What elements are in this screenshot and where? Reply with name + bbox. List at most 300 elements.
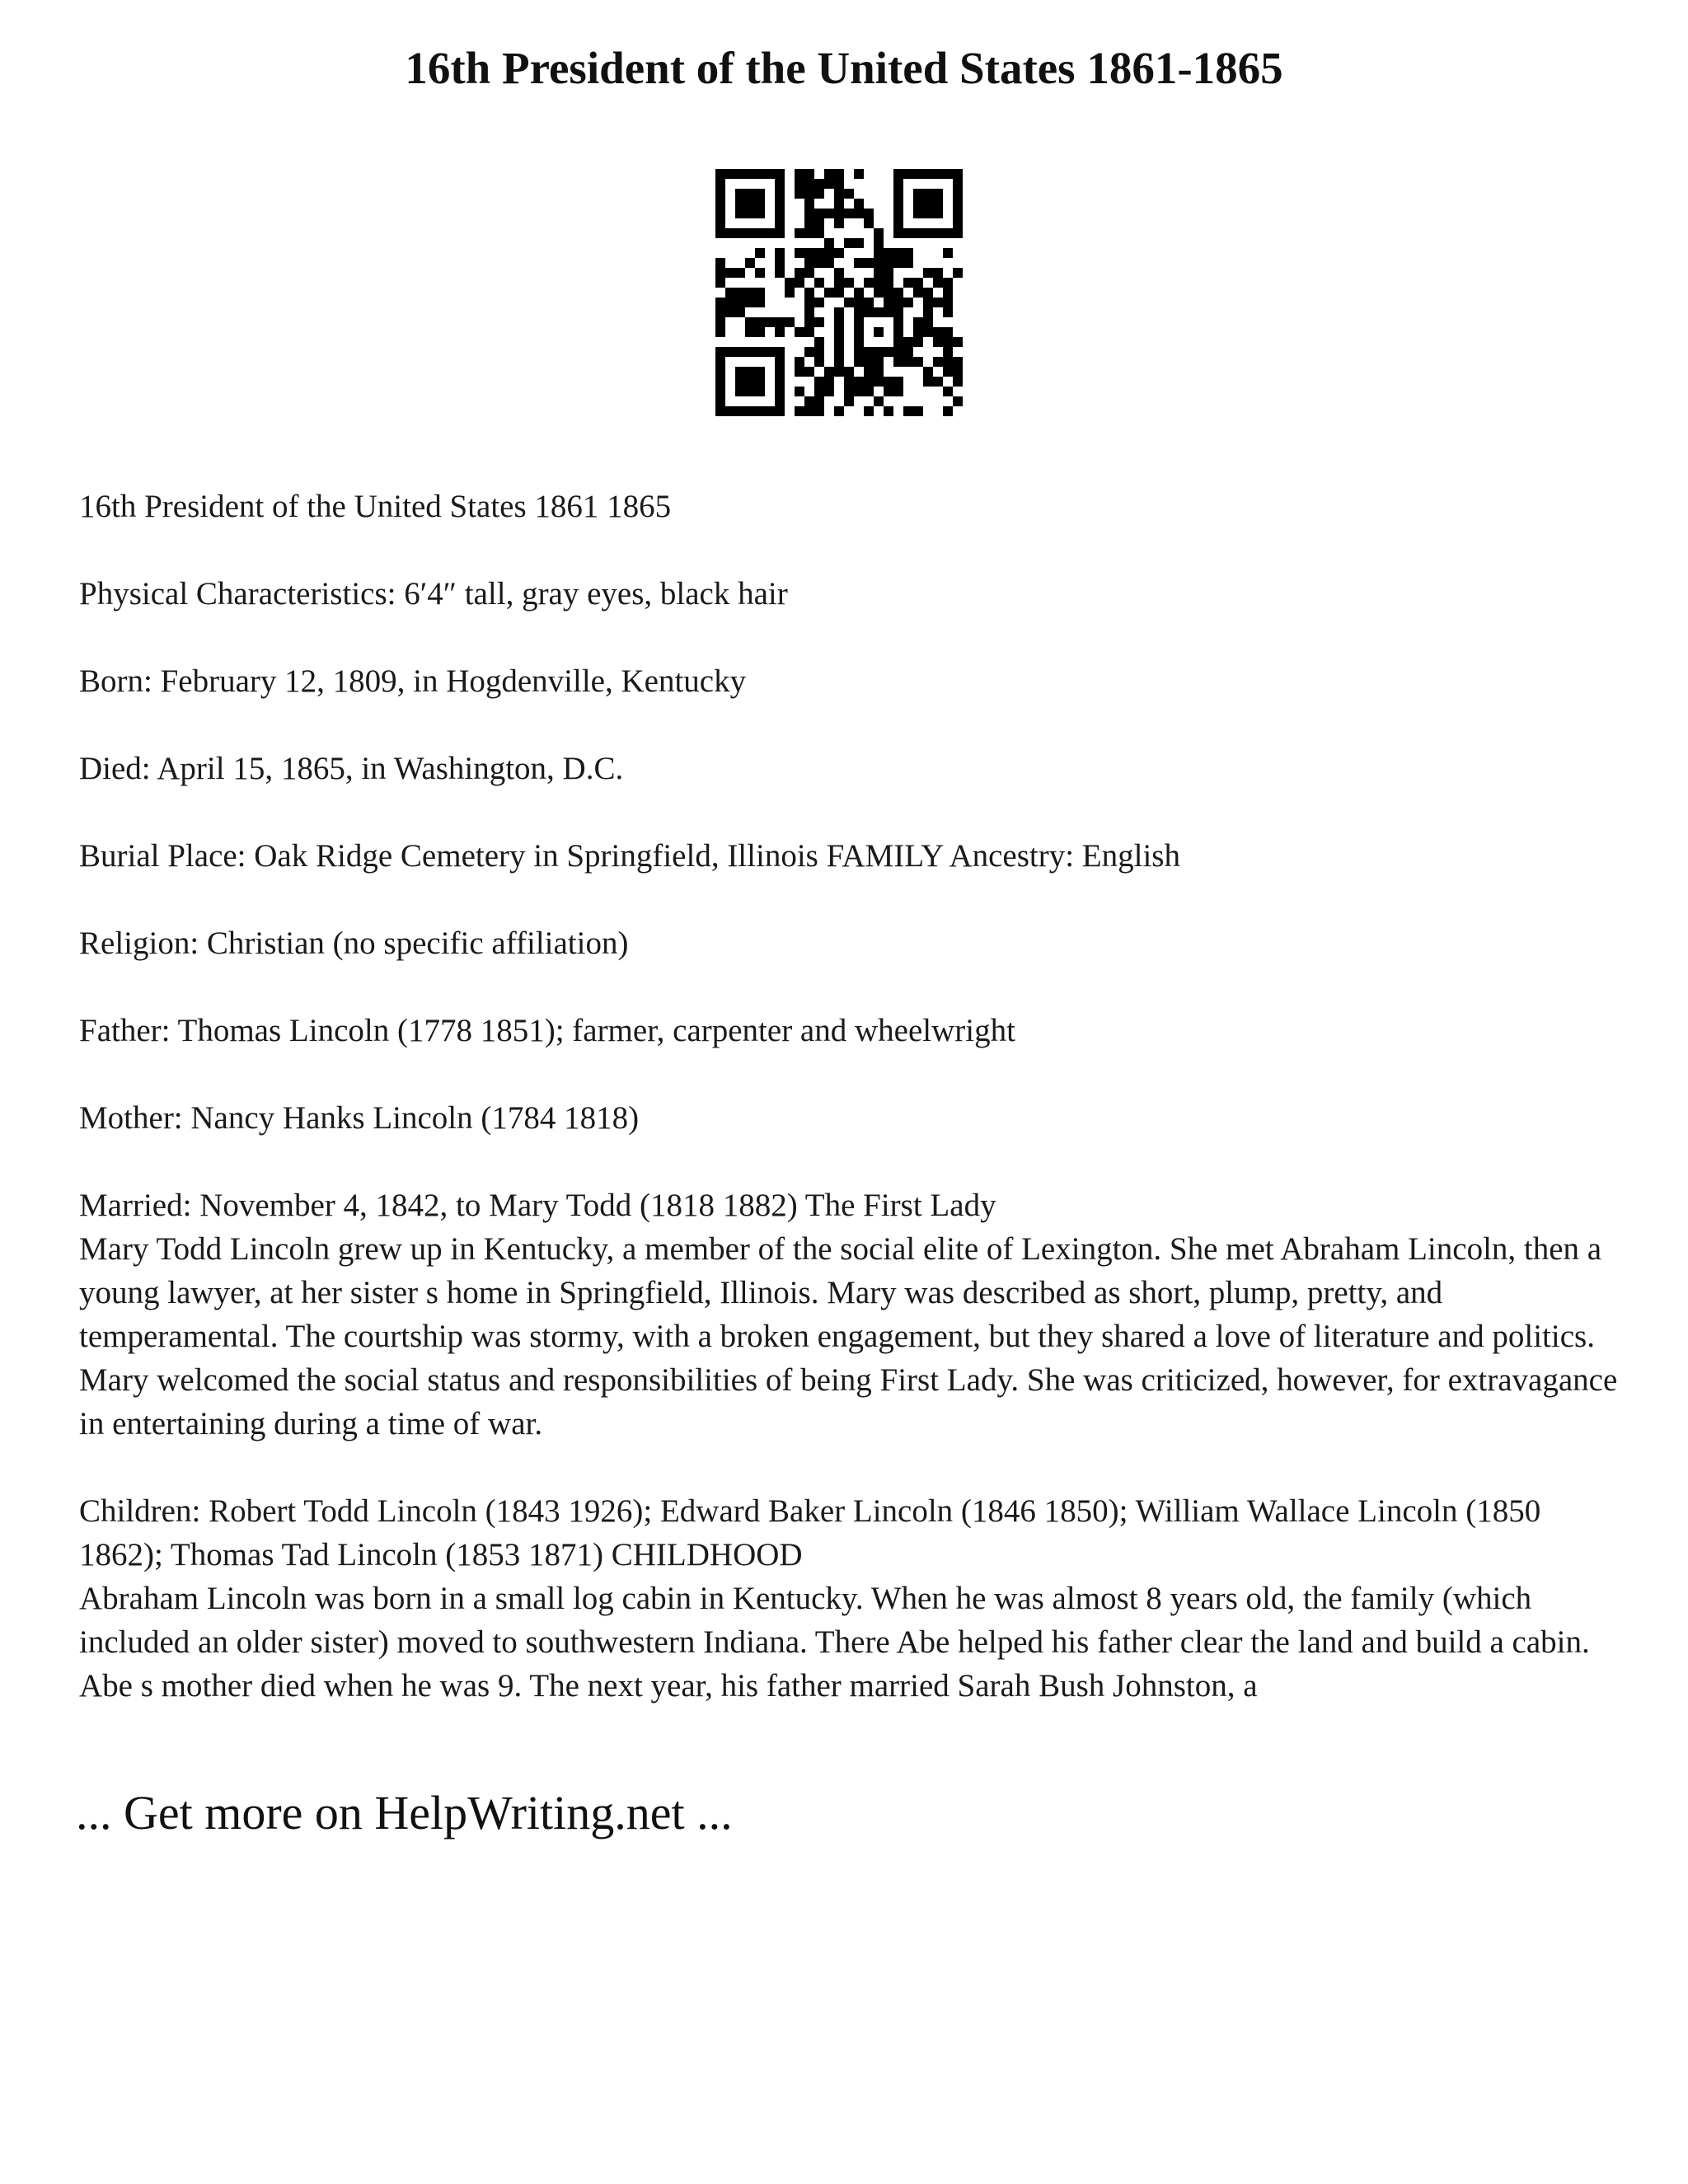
qr-module: [884, 406, 893, 416]
qr-module: [804, 406, 814, 416]
qr-module: [923, 199, 933, 209]
page-title: 16th President of the United States 1861-1865: [405, 43, 1283, 93]
qr-module: [854, 298, 864, 307]
qr-module: [874, 268, 884, 278]
died-text: Died: April 15, 1865, in Washington, D.C.: [79, 751, 624, 786]
qr-module: [933, 377, 943, 387]
qr-module: [795, 278, 804, 288]
qr-module: [864, 347, 874, 357]
qr-module: [755, 406, 765, 416]
qr-module: [785, 317, 795, 327]
qr-module: [755, 248, 765, 258]
qr-module: [933, 337, 943, 347]
qr-module: [943, 298, 953, 307]
qr-module: [893, 307, 903, 317]
qr-module: [715, 278, 725, 288]
qr-module: [943, 288, 953, 298]
qr-module: [893, 189, 903, 199]
qr-module: [913, 327, 923, 337]
qr-module: [943, 337, 953, 347]
qr-module: [953, 268, 963, 278]
qr-module: [804, 298, 814, 307]
qr-module: [893, 169, 903, 179]
qr-module: [814, 248, 824, 258]
heading-line: 16th President of the United States 1861 1865: [79, 489, 672, 524]
qr-module: [933, 189, 943, 199]
qr-module: [755, 298, 765, 307]
qr-module: [745, 347, 755, 357]
qr-module: [933, 278, 943, 288]
qr-module: [735, 377, 745, 387]
qr-module: [804, 288, 814, 298]
qr-module: [874, 367, 884, 377]
qr-module: [775, 317, 785, 327]
qr-module: [814, 258, 824, 268]
qr-module: [755, 209, 765, 218]
qr-module: [735, 189, 745, 199]
qr-module: [834, 218, 844, 228]
qr-module: [834, 317, 844, 327]
father-text: Father: Thomas Lincoln (1778 1851); farmer, carpenter and wheelwright: [79, 1013, 1015, 1048]
qr-module: [953, 199, 963, 209]
qr-module: [715, 307, 725, 317]
qr-module: [933, 268, 943, 278]
qr-module: [864, 367, 874, 377]
qr-module: [903, 357, 913, 367]
qr-module: [735, 209, 745, 218]
qr-module: [775, 387, 785, 396]
qr-module: [715, 199, 725, 209]
qr-module: [755, 387, 765, 396]
qr-module: [765, 169, 775, 179]
qr-module: [735, 268, 745, 278]
qr-module: [735, 288, 745, 298]
qr-module: [755, 189, 765, 199]
qr-module: [745, 387, 755, 396]
qr-module: [893, 357, 903, 367]
qr-module: [715, 218, 725, 228]
qr-module: [804, 396, 814, 406]
qr-module: [755, 268, 765, 278]
qr-module: [735, 307, 745, 317]
qr-module: [775, 258, 785, 268]
qr-module: [874, 288, 884, 298]
qr-module: [834, 209, 844, 218]
qr-module: [844, 238, 854, 248]
qr-module: [913, 189, 923, 199]
qr-module: [755, 169, 765, 179]
qr-module: [745, 317, 755, 327]
qr-module: [913, 209, 923, 218]
qr-module: [814, 357, 824, 367]
qr-module: [864, 218, 874, 228]
qr-module: [814, 209, 824, 218]
qr-module: [765, 406, 775, 416]
qr-module: [824, 367, 834, 377]
qr-module: [834, 189, 844, 199]
qr-module: [923, 189, 933, 199]
qr-module: [893, 199, 903, 209]
qr-module: [854, 199, 864, 209]
qr-module: [854, 357, 864, 367]
qr-module: [735, 387, 745, 396]
qr-module: [775, 268, 785, 278]
qr-module: [854, 258, 864, 268]
qr-module: [834, 327, 844, 337]
qr-module: [824, 377, 834, 387]
qr-module: [933, 169, 943, 179]
qr-module: [834, 357, 844, 367]
qr-module: [814, 377, 824, 387]
qr-module: [884, 347, 893, 357]
qr-module: [795, 387, 804, 396]
qr-module: [953, 169, 963, 179]
qr-module: [864, 377, 874, 387]
qr-module: [854, 327, 864, 337]
burial-text: Burial Place: Oak Ridge Cemetery in Springfield, Illinois FAMILY Ancestry: English: [79, 838, 1180, 874]
qr-module: [795, 367, 804, 377]
qr-module: [943, 169, 953, 179]
qr-module: [923, 317, 933, 327]
qr-module: [775, 327, 785, 337]
qr-module: [933, 327, 943, 337]
qr-module: [804, 179, 814, 189]
qr-module: [943, 367, 953, 377]
qr-module: [795, 169, 804, 179]
qr-module: [834, 169, 844, 179]
qr-module: [725, 307, 735, 317]
qr-module: [775, 396, 785, 406]
qr-module: [715, 258, 725, 268]
qr-module: [923, 367, 933, 377]
qr-module: [893, 387, 903, 396]
qr-module: [834, 278, 844, 288]
qr-module: [943, 347, 953, 357]
qr-module: [775, 218, 785, 228]
qr-module: [745, 298, 755, 307]
qr-module: [834, 199, 844, 209]
qr-module: [775, 189, 785, 199]
qr-module: [804, 189, 814, 199]
qr-module: [874, 327, 884, 337]
qr-module: [775, 199, 785, 209]
qr-module: [745, 228, 755, 238]
qr-module: [725, 298, 735, 307]
qr-module: [844, 367, 854, 377]
qr-module: [745, 199, 755, 209]
qr-module: [814, 298, 824, 307]
qr-module: [953, 357, 963, 367]
qr-module: [785, 278, 795, 288]
qr-module: [715, 347, 725, 357]
qr-module: [834, 337, 844, 347]
qr-module: [844, 377, 854, 387]
qr-module: [755, 367, 765, 377]
qr-module: [755, 377, 765, 387]
qr-module: [775, 209, 785, 218]
qr-module: [884, 278, 893, 288]
qr-module: [804, 258, 814, 268]
qr-module: [725, 406, 735, 416]
qr-module: [913, 317, 923, 327]
qr-module: [745, 327, 755, 337]
qr-module: [755, 317, 765, 327]
qr-module: [893, 179, 903, 189]
qr-module: [923, 307, 933, 317]
qr-module: [804, 317, 814, 327]
qr-module: [893, 377, 903, 387]
qr-module: [943, 228, 953, 238]
qr-module: [854, 337, 864, 347]
qr-module: [775, 377, 785, 387]
qr-module: [953, 337, 963, 347]
qr-module: [874, 377, 884, 387]
qr-module: [715, 317, 725, 327]
qr-module: [745, 377, 755, 387]
qr-module: [715, 357, 725, 367]
qr-module: [824, 238, 834, 248]
qr-module: [795, 357, 804, 367]
qr-module: [755, 228, 765, 238]
qr-module: [745, 288, 755, 298]
qr-module: [893, 347, 903, 357]
qr-module: [943, 357, 953, 367]
qr-module: [953, 189, 963, 199]
qr-module: [715, 396, 725, 406]
qr-module: [893, 218, 903, 228]
qr-module: [893, 317, 903, 327]
qr-module: [824, 169, 834, 179]
qr-module: [814, 179, 824, 189]
qr-module: [864, 387, 874, 396]
qr-module: [795, 327, 804, 337]
qr-module: [775, 169, 785, 179]
qr-module: [824, 209, 834, 218]
qr-module: [913, 278, 923, 288]
qr-module: [874, 258, 884, 268]
born-text: Born: February 12, 1809, in Hogdenville, Kentucky: [79, 663, 747, 699]
qr-module: [864, 357, 874, 367]
qr-module: [903, 258, 913, 268]
qr-module: [745, 209, 755, 218]
qr-module: [715, 189, 725, 199]
qr-module: [893, 248, 903, 258]
qr-module: [834, 268, 844, 278]
qr-module: [814, 189, 824, 199]
qr-module: [725, 347, 735, 357]
mother-text: Mother: Nancy Hanks Lincoln (1784 1818): [79, 1100, 640, 1136]
qr-module: [923, 298, 933, 307]
qr-module: [884, 268, 893, 278]
qr-module: [735, 199, 745, 209]
qr-module: [785, 288, 795, 298]
qr-module: [903, 337, 913, 347]
qr-module: [864, 209, 874, 218]
qr-module: [874, 396, 884, 406]
qr-module: [933, 298, 943, 307]
qr-module: [953, 396, 963, 406]
qr-module: [715, 179, 725, 189]
qr-module: [864, 307, 874, 317]
qr-module: [893, 337, 903, 347]
qr-module: [804, 307, 814, 317]
qr-module: [715, 367, 725, 377]
qr-module: [913, 337, 923, 347]
qr-module: [715, 209, 725, 218]
qr-module: [953, 179, 963, 189]
qr-module: [923, 169, 933, 179]
qr-module: [943, 387, 953, 396]
qr-module: [953, 209, 963, 218]
qr-module: [775, 228, 785, 238]
qr-module: [903, 228, 913, 238]
qr-module: [854, 307, 864, 317]
qr-module: [903, 169, 913, 179]
qr-module: [933, 228, 943, 238]
more-link[interactable]: ... Get more on HelpWriting.net ...: [76, 1786, 733, 1840]
qr-module: [725, 169, 735, 179]
qr-module: [804, 248, 814, 258]
qr-module: [804, 228, 814, 238]
qr-module: [795, 268, 804, 278]
qr-module: [735, 406, 745, 416]
qr-module: [844, 209, 854, 218]
qr-module: [725, 288, 735, 298]
qr-module: [864, 278, 874, 288]
qr-module: [903, 406, 913, 416]
qr-module: [824, 248, 834, 258]
qr-module: [874, 278, 884, 288]
children-text: Children: Robert Todd Lincoln (1843 1926); Edward Baker Lincoln (1846 1850); William Wallace Lincoln (1850 1862); Thomas Tad Lincoln (1853 1871) CHILDHOOD: [79, 1493, 1541, 1572]
qr-module: [715, 169, 725, 179]
qr-module: [903, 298, 913, 307]
qr-module: [943, 406, 953, 416]
qr-module: [814, 218, 824, 228]
qr-module: [864, 406, 874, 416]
qr-module: [893, 327, 903, 337]
qr-module: [913, 288, 923, 298]
qr-module: [735, 347, 745, 357]
qr-module: [735, 228, 745, 238]
qr-module: [893, 258, 903, 268]
qr-module: [775, 406, 785, 416]
qr-module: [874, 357, 884, 367]
qr-module: [755, 199, 765, 209]
qr-module: [834, 179, 844, 189]
married-text: Married: November 4, 1842, to Mary Todd (1818 1882) The First Lady: [79, 1188, 996, 1223]
qr-module: [795, 248, 804, 258]
qr-module: [765, 317, 775, 327]
qr-module: [884, 288, 893, 298]
qr-module: [745, 189, 755, 199]
qr-module: [854, 238, 864, 248]
qr-module: [775, 367, 785, 377]
qr-module: [923, 288, 933, 298]
qr-module: [844, 396, 854, 406]
qr-module: [824, 258, 834, 268]
qr-module: [795, 228, 804, 238]
qr-module: [844, 278, 854, 288]
qr-module: [884, 377, 893, 387]
qr-module: [725, 268, 735, 278]
qr-module: [953, 228, 963, 238]
qr-module: [814, 317, 824, 327]
qr-module: [715, 377, 725, 387]
qr-module: [804, 367, 814, 377]
qr-module: [745, 258, 755, 268]
qr-module: [715, 327, 725, 337]
qr-module: [715, 387, 725, 396]
qr-module: [715, 228, 725, 238]
qr-module: [814, 387, 824, 396]
qr-module: [834, 367, 844, 377]
qr-module: [884, 298, 893, 307]
qr-module: [814, 228, 824, 238]
qr-module: [884, 258, 893, 268]
qr-module: [943, 327, 953, 337]
qr-module: [804, 327, 814, 337]
qr-module: [854, 387, 864, 396]
qr-module: [854, 317, 864, 327]
qr-module: [893, 298, 903, 307]
qr-module: [854, 347, 864, 357]
qr-module: [775, 347, 785, 357]
qr-module: [834, 406, 844, 416]
qr-module: [834, 288, 844, 298]
qr-module: [854, 377, 864, 387]
qr-module: [715, 268, 725, 278]
qr-module: [795, 189, 804, 199]
qr-module: [735, 298, 745, 307]
qr-module: [943, 278, 953, 288]
qr-module: [755, 327, 765, 337]
qr-module: [715, 298, 725, 307]
qr-module: [814, 278, 824, 288]
qr-module: [765, 347, 775, 357]
qr-module: [824, 288, 834, 298]
qr-module: [913, 406, 923, 416]
qr-module: [735, 169, 745, 179]
qr-module: [814, 406, 824, 416]
qr-module: [775, 357, 785, 367]
qr-module: [725, 228, 735, 238]
qr-module: [884, 248, 893, 258]
qr-module: [804, 218, 814, 228]
qr-module: [864, 298, 874, 307]
qr-module: [893, 228, 903, 238]
qr-module: [953, 367, 963, 377]
qr-module: [854, 209, 864, 218]
qr-module: [824, 387, 834, 396]
qr-module: [933, 209, 943, 218]
qr-module: [844, 298, 854, 307]
qr-module: [893, 288, 903, 298]
qr-module: [923, 228, 933, 238]
qr-module: [923, 268, 933, 278]
qr-module: [814, 347, 824, 357]
qr-module: [814, 396, 824, 406]
qr-module: [745, 169, 755, 179]
qr-module: [923, 377, 933, 387]
childhood-paragraph: Abraham Lincoln was born in a small log cabin in Kentucky. When he was almost 8 years old, the family (which included an older sister) moved to southwestern Indiana. There Abe helped his father clear the land and build a cabin. Abe s mother died when he was 9. The next year, his father married Sarah Bush Johnston, a: [79, 1581, 1590, 1704]
document-body: [79, 485, 1629, 1751]
qr-module: [913, 169, 923, 179]
qr-module: [735, 367, 745, 377]
qr-module: [844, 189, 854, 199]
qr-module: [804, 199, 814, 209]
first-lady-paragraph: Mary Todd Lincoln grew up in Kentucky, a member of the social elite of Lexington. She met Abraham Lincoln, then a young lawyer, at her sister s home in Springfield, Illinois. Mary was described as short, plump, pretty, and temperamental. The courtship was stormy, with a broken engagement, but they shared a love of literature and politics. Mary welcomed the social status and responsibilities of being First Lady. She was criticized, however, for extravagance in entertaining during a time of war.: [79, 1231, 1618, 1441]
qr-module: [745, 406, 755, 416]
